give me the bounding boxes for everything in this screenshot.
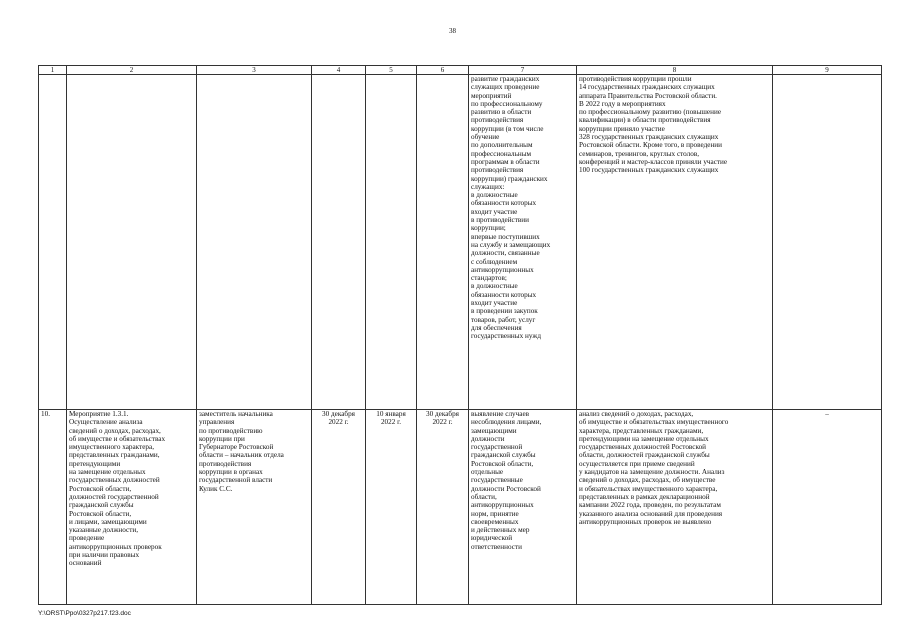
planned-date-cell <box>312 75 366 410</box>
expected-result-cell: выявление случаев несоблюдения лицами, замещающими должности государственной гражданской службы Ростовской области, отдельные государственные должности Ростовской области, антикоррупционных норм, принятие своевременных и действенных мер юридической ответственности <box>469 410 577 605</box>
actual-result-cell: противодействия коррупции прошли 14 государственных гражданских служащих аппарата Правительства Ростовской области. В 2022 году в мероприятиях по профессиональному развитию (повышение квалификации) в области противодействия коррупции приняло участие 328 государственных гражданских служащих Ростовской области. Кроме того, в проведении семинаров, тренингов, круглых столов, конференций и мастер-классов приняли участие 100 государственных гражданских служащих <box>577 75 773 410</box>
col-header-3: 3 <box>197 66 312 75</box>
responsible-cell: заместитель начальника управления по противодействию коррупции при Губернаторе Ростовской области – начальник отдела противодействия коррупции в органах государственной власти Кулик С.С. <box>197 410 312 605</box>
footer-file-path: Y:\ORST\Ppo\0327p217.f23.doc <box>38 610 131 617</box>
table-row-10 <box>39 410 882 605</box>
measure-cell <box>67 75 197 410</box>
col-header-7: 7 <box>469 66 577 75</box>
col-header-4: 4 <box>312 66 366 75</box>
col-header-1: 1 <box>39 66 67 75</box>
start-date-cell: 10 января 2022 г. <box>366 410 417 605</box>
table-row-continued <box>39 75 882 410</box>
col-header-8: 8 <box>577 66 773 75</box>
end-date-cell: 30 декабря 2022 г. <box>417 410 469 605</box>
col-header-9: 9 <box>773 66 882 75</box>
page-number: 38 <box>449 27 456 35</box>
end-date-cell <box>417 75 469 410</box>
expected-result-cell: развитие гражданских служащих проведение мероприятий по профессиональному развитию в области противодействия коррупции (в том числе обучение по дополнительным профессиональным программам в области противодействия коррупции) гражданских служащих: в должностные обязанности которых входит участие в противодействии коррупции; впервые поступивших на службу и замещающих должности, связанные с соблюдением антикоррупционных стандартов; в должностные обязанности которых входит участие в проведении закупок товаров, работ, услуг для обеспечения государственных нужд <box>469 75 577 410</box>
col-header-5: 5 <box>366 66 417 75</box>
responsible-cell <box>197 75 312 410</box>
report-table <box>38 65 882 605</box>
actual-result-cell: анализ сведений о доходах, расходах, об имуществе и обязательствах имущественного характера, представленных гражданами, претендующими на замещение отдельных государственных должностей Ростовской области, должностей гражданской службы осуществляется при приеме сведений у кандидатов на замещение должности. Анализ сведений о доходах, расходах, об имуществе и обязательствах имущественного характера, представленных в рамках декларационной кампании 2022 года, проведен, по результатам указанного анализа оснований для проведения антикоррупционных проверок не выявлено <box>577 410 773 605</box>
start-date-cell <box>366 75 417 410</box>
notes-cell <box>773 75 882 410</box>
row-number-cell: 10. <box>39 410 67 605</box>
row-number-cell <box>39 75 67 410</box>
col-header-2: 2 <box>67 66 197 75</box>
notes-cell: – <box>773 410 882 605</box>
column-number-row <box>39 66 882 75</box>
col-header-6: 6 <box>417 66 469 75</box>
planned-date-cell: 30 декабря 2022 г. <box>312 410 366 605</box>
measure-cell: Мероприятие 1.3.1. Осуществление анализа сведений о доходах, расходах, об имуществе и обязательствах имущественного характера, представленных гражданами, претендующими на замещение отдельных государственных должностей Ростовской области, должностей государственной гражданской службы Ростовской области, и лицами, замещающими указанные должности, проведение антикоррупционных проверок при наличии правовых оснований <box>67 410 197 605</box>
